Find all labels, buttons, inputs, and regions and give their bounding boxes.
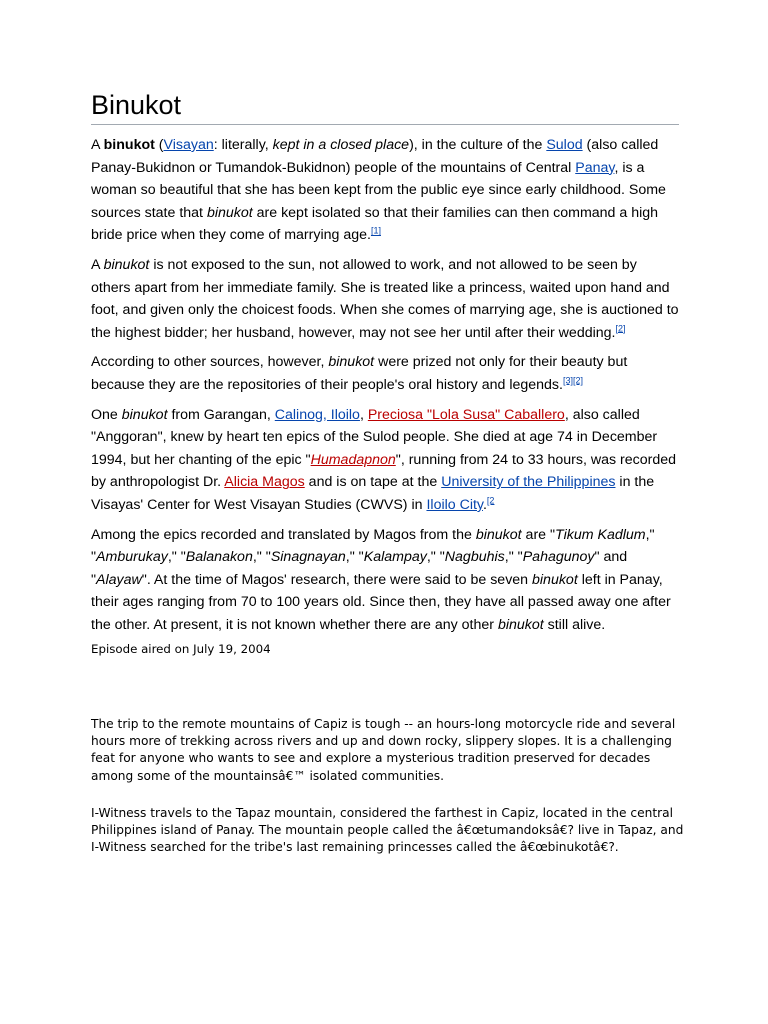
citation-link-2[interactable]: [2] (615, 323, 626, 334)
text: According to other sources, however, (91, 354, 329, 371)
italic-text: binukot (475, 526, 522, 543)
italic-text: binukot (497, 616, 544, 633)
citation (371, 226, 381, 236)
text: A (91, 256, 104, 273)
page-title: Binukot (91, 88, 679, 125)
link-university-of-the-philippines[interactable]: University of the Philippines (441, 474, 616, 491)
text: ," " (426, 549, 445, 566)
italic-text: binukot (328, 354, 375, 371)
episode-paragraph-2: I-Witness travels to the Tapaz mountain, considered the farthest in Capiz, located in the central Philippines island of Panay. The mountain people called the â€œtumandoksâ€? live in Tapaz, and I-Witness searched for the tribe's last remaining princesses called the â€œbinukotâ€?. (91, 806, 684, 855)
text: ," " (167, 549, 186, 566)
paragraph-exposure (91, 254, 679, 344)
epic-title: Amburukay (96, 549, 168, 566)
text: are " (521, 526, 556, 543)
text: A (91, 137, 104, 153)
citation-link-1[interactable]: [1] (370, 225, 381, 236)
text: Among the epics recorded and translated by Magos from the (91, 526, 476, 543)
text: : literally, (213, 137, 273, 153)
citation-link-2[interactable]: [2] (573, 375, 584, 386)
text: in the Visayas' Center for West Visayan Studies (CWVS) in (91, 474, 655, 513)
link-visayan[interactable]: Visayan (163, 137, 214, 153)
paragraph-epics (91, 524, 679, 637)
link-iloilo-city[interactable]: Iloilo City (426, 496, 483, 513)
text: ( (154, 137, 164, 153)
text: is not exposed to the sun, not allowed to work, and not allowed to be seen by others apart from her immediate family. She is treated like a princess, waited upon hand and foot, and given only the choicest foods. When she comes of marrying age, she is auctioned to the highest bidder; her husband, however, may not see her until after their wedding. (91, 256, 679, 341)
citation-link-3[interactable]: [3] (562, 375, 573, 386)
citation (615, 323, 625, 333)
italic-text: binukot (532, 571, 578, 588)
text: from Garangan, (167, 406, 275, 423)
epic-title: Balanakon (185, 549, 253, 566)
text: , is a woman so beautiful that she has been kept from the public eye since early childhood. Some sources state that (91, 159, 666, 221)
text: ", running from 24 to 33 hours, was recorded by anthropologist Dr. (91, 451, 677, 491)
text: left in Panay, their ages ranging from 70 to 100 years old. Since then, they have all passed away one after the other. At present, it is not known whether there are any other (91, 571, 671, 633)
text: , also called "Anggoran", knew by heart ten epics of the Sulod people. She died at age 74 in December 1994, but her chanting of the epic " (91, 406, 658, 468)
bold-term: binukot (103, 137, 155, 153)
citation (487, 495, 495, 505)
text: ," " (504, 549, 523, 566)
citation-link-2[interactable]: [2 (486, 495, 495, 506)
text: and is on tape at the (304, 474, 442, 491)
paragraph-intro (91, 134, 679, 247)
text: (also called Panay-Bukidnon or Tumandok-Bukidnon) people of the mountains of Central (91, 137, 659, 176)
paragraph-caballero (91, 404, 679, 517)
text: ," " (252, 549, 271, 566)
text: still alive. (543, 616, 606, 633)
text: ), in the culture of the (409, 137, 547, 153)
text: , (359, 406, 368, 423)
link-alicia-magos[interactable]: Alicia Magos (224, 474, 305, 491)
article (91, 88, 679, 658)
text: One (91, 406, 122, 423)
text: " and " (91, 549, 628, 588)
link-preciosa-caballero[interactable]: Preciosa "Lola Susa" Caballero (367, 406, 565, 423)
citation (563, 375, 583, 385)
link-calinog-iloilo[interactable]: Calinog, Iloilo (274, 406, 360, 423)
text: were prized not only for their beauty but because they are the repositories of their people's oral history and legends. (91, 354, 628, 393)
episode-aired-date: Episode aired on July 19, 2004 (91, 642, 271, 657)
episode-paragraph-1: The trip to the remote mountains of Capiz is tough -- an hours-long motorcycle ride and several hours more of trekking across rivers and up and down rocky, slippery slopes. It is a challenging feat for anyone who wants to see and explore a mysterious tradition preserved for decades among some of the mountainsâ€™ isolated communities. (91, 717, 676, 783)
epic-title: Nagbuhis (444, 549, 505, 566)
italic-text: kept in a closed place (272, 137, 410, 153)
paragraph-other-sources (91, 351, 679, 396)
text: ". At the time of Magos' research, there were said to be seven (141, 571, 533, 588)
text: are kept isolated so that their families can then command a high bride price when they come of marrying age. (91, 204, 659, 244)
epic-title: Tikum Kadlum (555, 526, 646, 543)
link-panay[interactable]: Panay (575, 159, 615, 176)
text: ," " (345, 549, 364, 566)
epic-title: Kalampay (363, 549, 427, 566)
link-sulod[interactable]: Sulod (546, 137, 583, 153)
italic-link-text: Humadapnon (310, 451, 396, 468)
link-humadapnon[interactable] (311, 452, 396, 468)
epic-title: Alayaw (96, 571, 142, 588)
italic-text: binukot (121, 406, 168, 423)
italic-text: binukot (103, 256, 150, 273)
text: . (482, 496, 487, 513)
italic-text: binukot (206, 204, 253, 221)
epic-title: Sinagnayan (270, 549, 346, 566)
epic-title: Pahagunoy (522, 549, 595, 566)
text: ," " (91, 526, 655, 566)
